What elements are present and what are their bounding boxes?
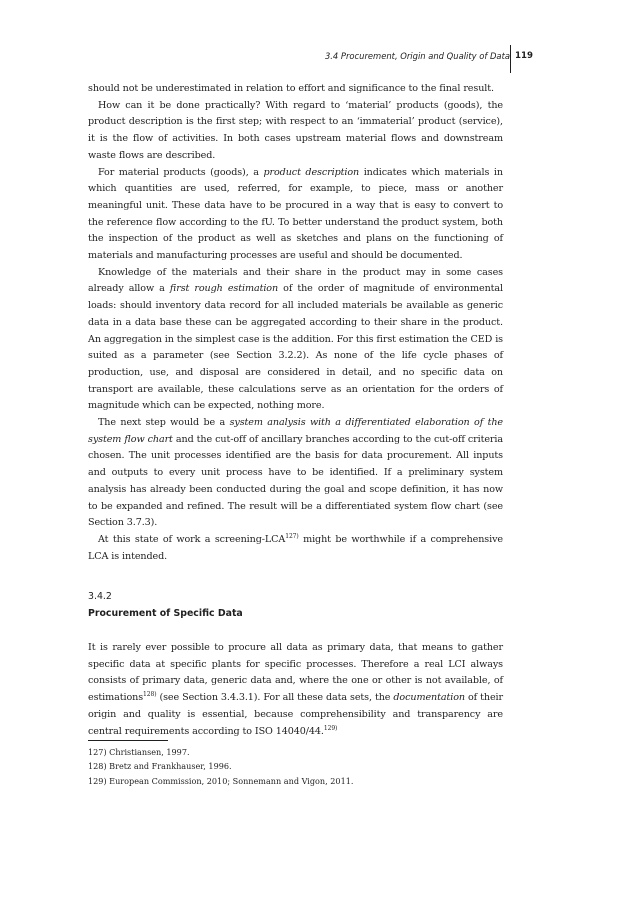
paragraph-3 bbox=[88, 165, 503, 265]
text-run: The next step would be a bbox=[98, 417, 230, 429]
section-title: Procurement of Specific Data bbox=[88, 607, 243, 619]
main-text bbox=[88, 81, 503, 565]
text-run: It is rarely ever possible to procure all data as primary data, that means to gather specific data at specific plants for specific processes. Therefore a real LCI always consists of primary data, generic data and, where the one or other is not available, of estimations bbox=[88, 642, 503, 704]
emphasis: system analysis with a differentiated elaboration of the system flow chart bbox=[88, 417, 503, 445]
paragraph-6 bbox=[88, 532, 503, 565]
text-run: For material products (goods), a bbox=[98, 166, 264, 178]
paragraph-5 bbox=[88, 415, 503, 532]
footnote-ref-128[interactable]: 128) bbox=[143, 691, 157, 699]
text-run: and the cut-off of ancillary branches according to the cut-off criteria chosen. The unit processes identified are the basis for data procurement. All inputs and outputs to every unit process have to be identified. If a preliminary system analysis has already been conducted during the goal and scope definition, it has now to be expanded and refined. The result will be a differentiated system flow chart (see Section 3.7.3). bbox=[88, 433, 504, 529]
footnote-ref-129[interactable]: 129) bbox=[323, 724, 338, 732]
paragraph-4 bbox=[88, 265, 503, 415]
section-number: 3.4.2 bbox=[88, 591, 112, 602]
section-paragraph bbox=[88, 640, 503, 740]
text-run: of their origin and quality is essential, because comprehensibility and transparency are central requirements according to ISO 14040/44. bbox=[88, 692, 503, 737]
text-run: (see Section 3.4.3.1). For all these data sets, the bbox=[156, 692, 394, 704]
text-run: Knowledge of the materials and their share in the product may in some cases already allow a bbox=[88, 266, 503, 295]
section-text bbox=[88, 640, 503, 740]
footnote-127: 127) Christiansen, 1997. bbox=[88, 747, 190, 757]
emphasis: product description bbox=[263, 166, 360, 178]
paragraph-1: should not be underestimated in relation to effort and significance to the final result. bbox=[88, 83, 494, 94]
footnote-128: 128) Bretz and Frankhauser, 1996. bbox=[88, 761, 232, 772]
footnote-129: 129) European Commission, 2010; Sonnemann and Vigon, 2011. bbox=[88, 775, 354, 786]
footnotes bbox=[88, 745, 503, 788]
footnote-ref-127[interactable]: 127) bbox=[285, 532, 299, 540]
section-3-4-2 bbox=[88, 589, 503, 622]
page-number: 119 bbox=[515, 51, 533, 61]
emphasis: documentation bbox=[393, 692, 465, 704]
emphasis: first rough estimation bbox=[169, 283, 279, 295]
header-divider bbox=[510, 45, 511, 73]
paragraph-2: How can it be done practically? With regard to ‘material’ products (goods), the product description is the first step; with respect to an ‘immaterial’ product (service), it is the flow of activities. In both cases upstream material flows and downstream waste flows are described. bbox=[88, 99, 503, 161]
text-run: might be worthwhile if a comprehensive LCA is intended. bbox=[88, 533, 503, 562]
text-run: indicates which materials in which quantities are used, referred, for example, to piece, mass or another meaningful unit. These data have to be procured in a way that is easy to convert to the reference flow according to the fU. To better understand the product system, both the inspection of the product as well as sketches and plans on the functioning of materials and manufacturing processes are useful and should be documented. bbox=[88, 166, 503, 262]
footnote-divider bbox=[88, 740, 168, 741]
text-run: of the order of magnitude of environmental loads: should inventory data record for all included materials be available as generic data in a data base these can be aggregated according to their share in the product. An aggregation in the simplest case is the addition. For this first estimation the CED is suited as a parameter (see Section 3.2.2). As none of the life cycle phases of production, use, and disposal are considered in detail, and no specific data on transport are available, these calculations serve as an orientation for the orders of magnitude which can be expected, nothing more. bbox=[88, 283, 504, 412]
running-head: 3.4 Procurement, Origin and Quality of Data bbox=[324, 51, 510, 61]
text-run: At this state of work a screening-LCA bbox=[98, 533, 286, 545]
